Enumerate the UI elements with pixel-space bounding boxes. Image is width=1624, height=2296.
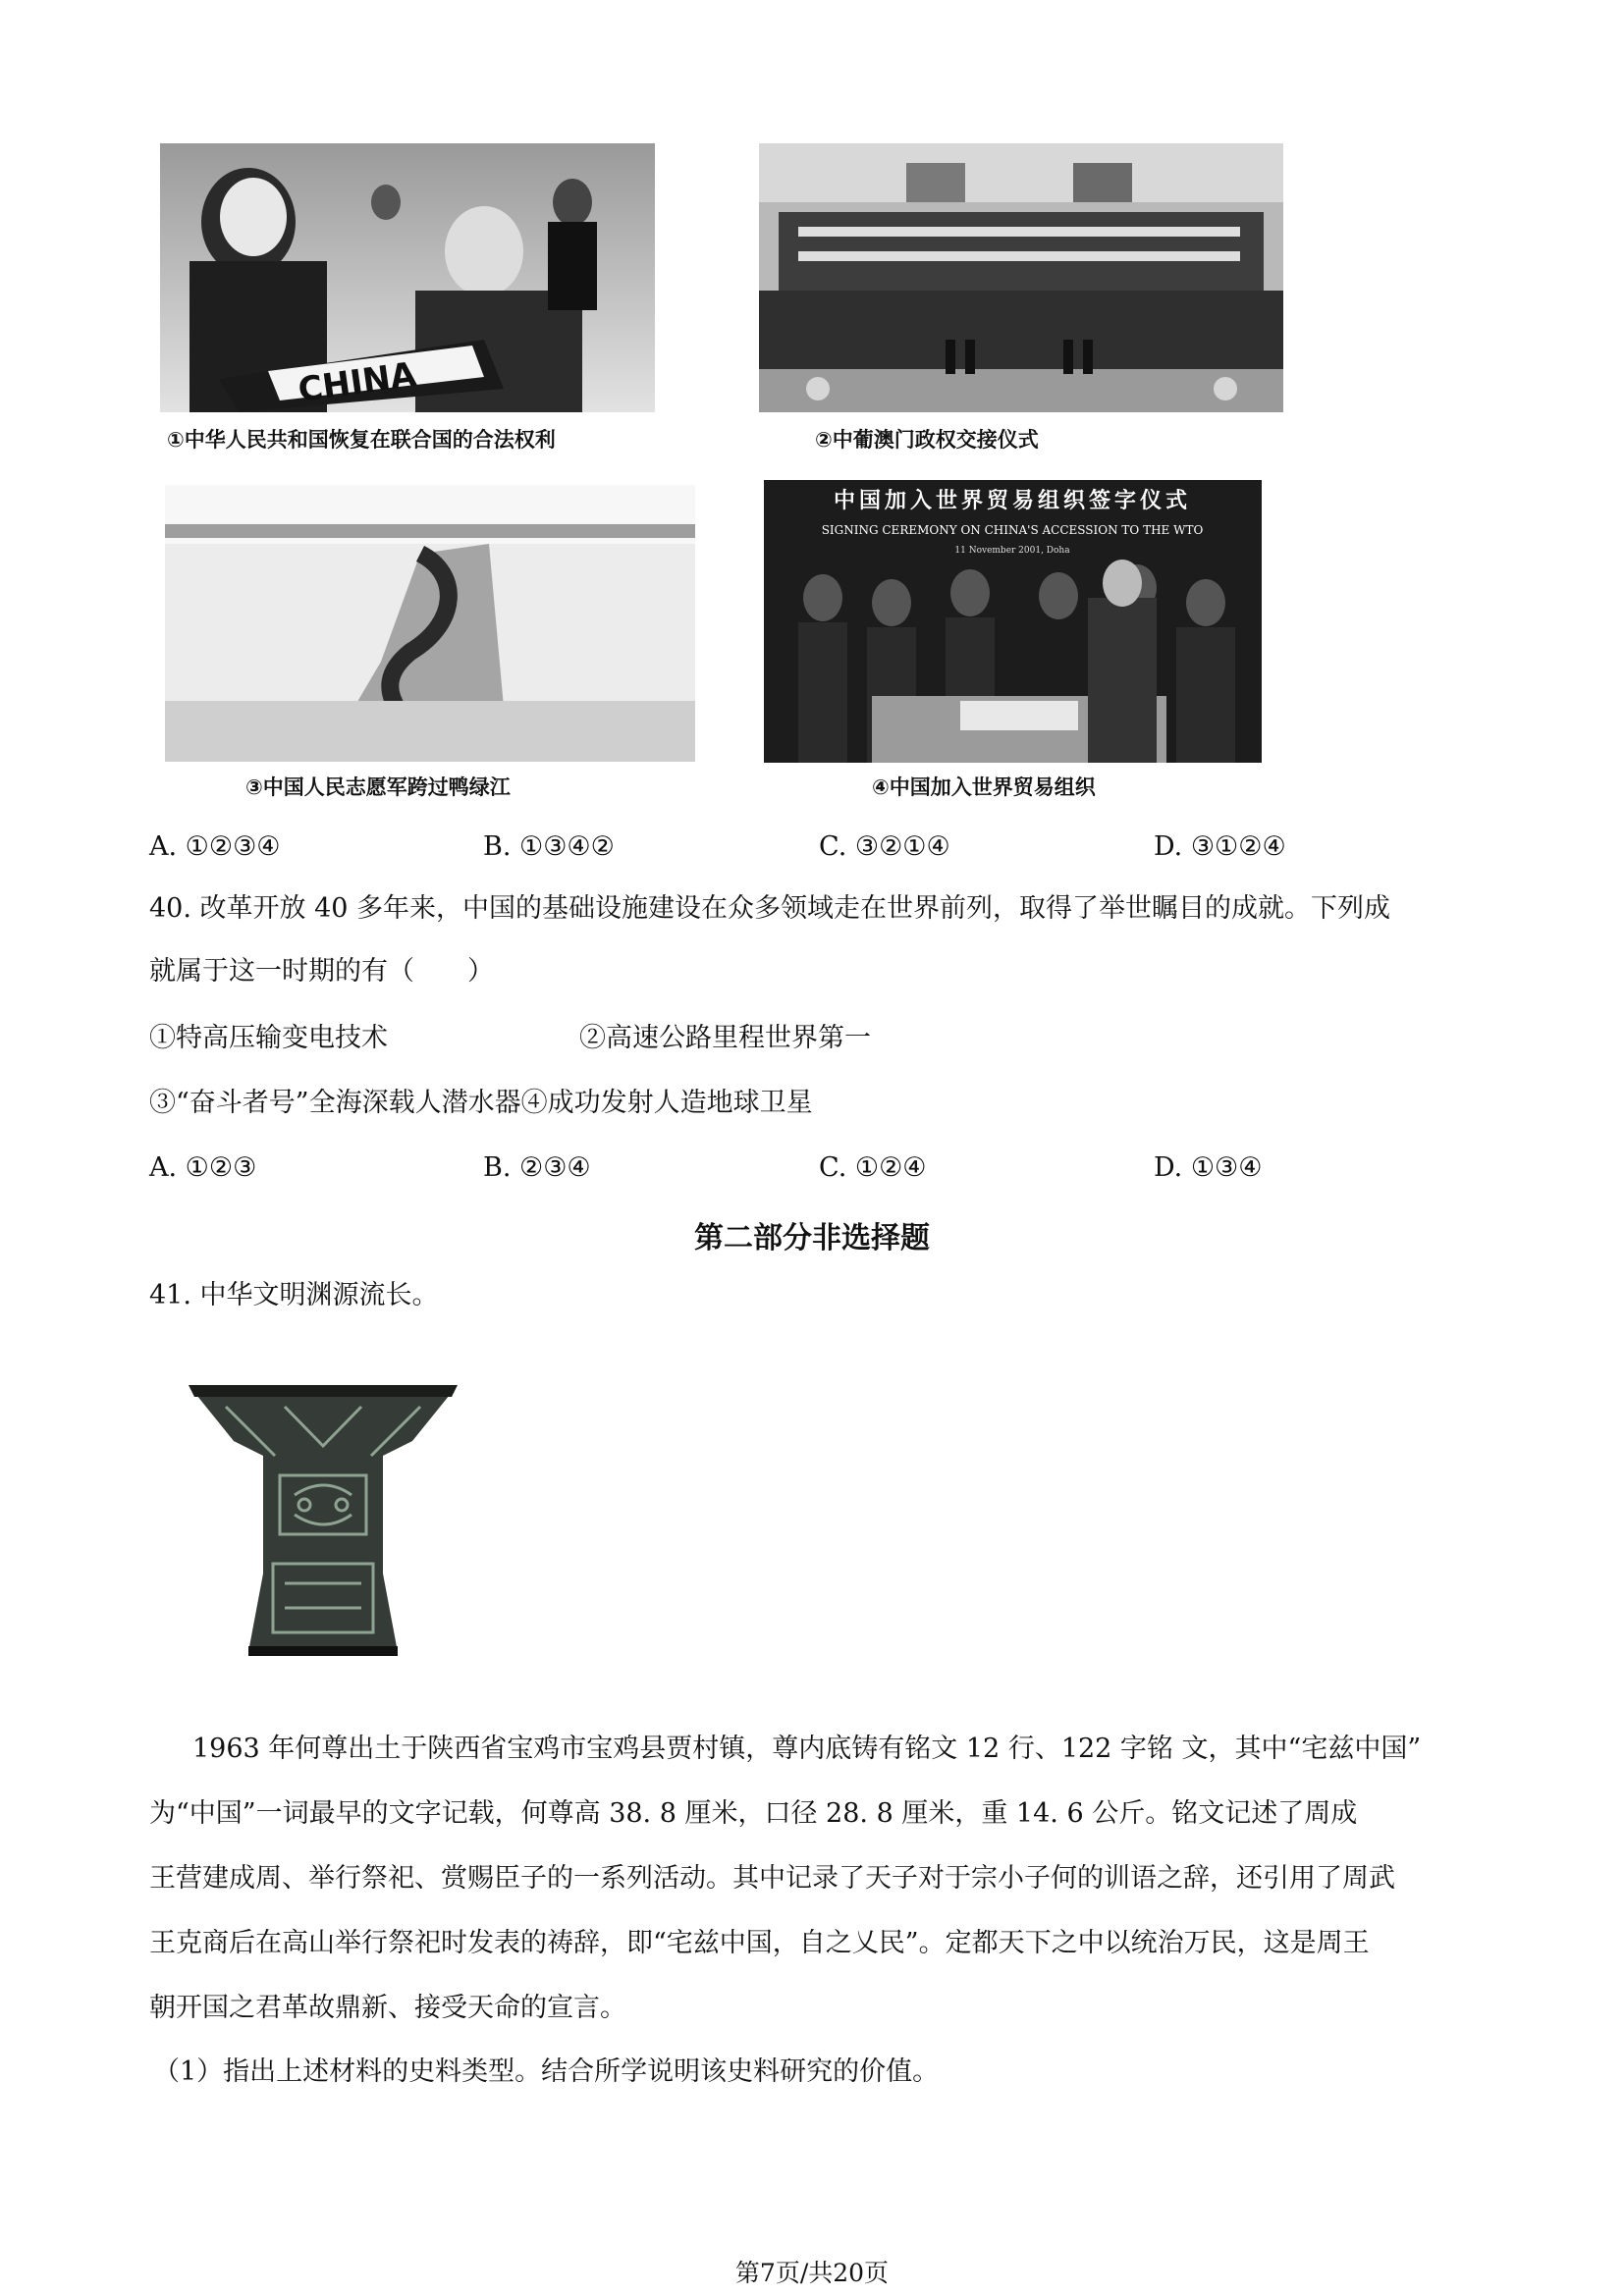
wto-banner-cn: 中国加入世界贸易组织签字仪式 (833, 489, 1192, 513)
q41-material-line-5: 朝开国之君革故鼎新、接受天命的宣言。 (149, 1993, 626, 2023)
q40-option-d: D. ①③④ (1154, 1152, 1263, 1183)
wto-banner-en: SIGNING CEREMONY ON CHINA'S ACCESSION TO THE WTO (821, 523, 1204, 537)
wto-banner-date: 11 November 2001, Doha (954, 546, 1070, 556)
q39-option-a: A. ①②③④ (149, 831, 281, 862)
photo-un-restoration (160, 143, 655, 412)
q39-option-c: C. ③②①④ (819, 831, 950, 862)
q39-option-b: B. ①③④② (483, 831, 615, 862)
q41-material-line-3: 王营建成周、举行祭祀、赏赐臣子的一系列活动。其中记录了天子对于宗小子何的训语之辞，还引用了周武 (149, 1863, 1395, 1894)
photo-yalu-crossing (165, 485, 695, 762)
caption-photo-2: ②中葡澳门政权交接仪式 (815, 428, 1039, 452)
flag-left (906, 163, 965, 202)
he-zun-bronze-photo (187, 1367, 460, 1662)
photo-wto-accession-drawing (764, 480, 1262, 763)
caption-photo-4: ④中国加入世界贸易组织 (872, 775, 1096, 799)
q41-material-line-2: 为“中国”一词最早的文字记载，何尊高 38. 8 厘米，口径 28. 8 厘米，重 14. 6 公斤。铭文记述了周成 (149, 1798, 1358, 1829)
q41-material-line-1: 1963 年何尊出土于陕西省宝鸡市宝鸡县贾村镇，尊内底铸有铭文 12 行、122 字铭 文，其中“宅兹中国” (192, 1734, 1422, 1764)
flag-right (1073, 163, 1132, 202)
q40-stem-line-1: 40. 改革开放 40 多年来，中国的基础设施建设在众多领域走在世界前列，取得了举世瞩目的成就。下列成 (149, 893, 1391, 924)
q40-item-1: ①特高压输变电技术 (149, 1023, 388, 1053)
photo-macau-handover-drawing (759, 143, 1283, 412)
q40-option-a: A. ①②③ (149, 1152, 257, 1183)
photo-yalu-crossing-drawing (165, 485, 695, 762)
q41-material-line-4: 王克商后在高山举行祭祀时发表的祷辞，即“宅兹中国，自之乂民”。定都天下之中以统治万民，这是周王 (149, 1928, 1370, 1958)
q40-item-2: ②高速公路里程世界第一 (579, 1023, 871, 1053)
photo-un-restoration-drawing (160, 143, 655, 412)
section-title: 第二部分非选择题 (694, 1221, 930, 1255)
photo-wto-accession (764, 480, 1262, 763)
q40-stem-line-2: 就属于这一时期的有（ ） (149, 956, 494, 987)
q41-subquestion-1: （1）指出上述材料的史料类型。结合所学说明该史料研究的价值。 (153, 2056, 940, 2087)
he-zun-vessel-drawing (187, 1367, 460, 1662)
q41-stem: 41. 中华文明渊源流长。 (149, 1280, 439, 1310)
q40-option-b: B. ②③④ (483, 1152, 591, 1183)
caption-photo-1: ①中华人民共和国恢复在联合国的合法权利 (167, 428, 556, 452)
page-footer: 第7页/共20页 (734, 2259, 890, 2287)
photo-macau-handover (759, 143, 1283, 412)
q40-item-3-4: ③“奋斗者号”全海深载人潜水器④成功发射人造地球卫星 (149, 1088, 813, 1118)
caption-photo-3: ③中国人民志愿军跨过鸭绿江 (245, 775, 511, 799)
china-sign-text: CHINA (296, 354, 419, 410)
q40-option-c: C. ①②④ (819, 1152, 927, 1183)
q39-option-d: D. ③①②④ (1154, 831, 1286, 862)
